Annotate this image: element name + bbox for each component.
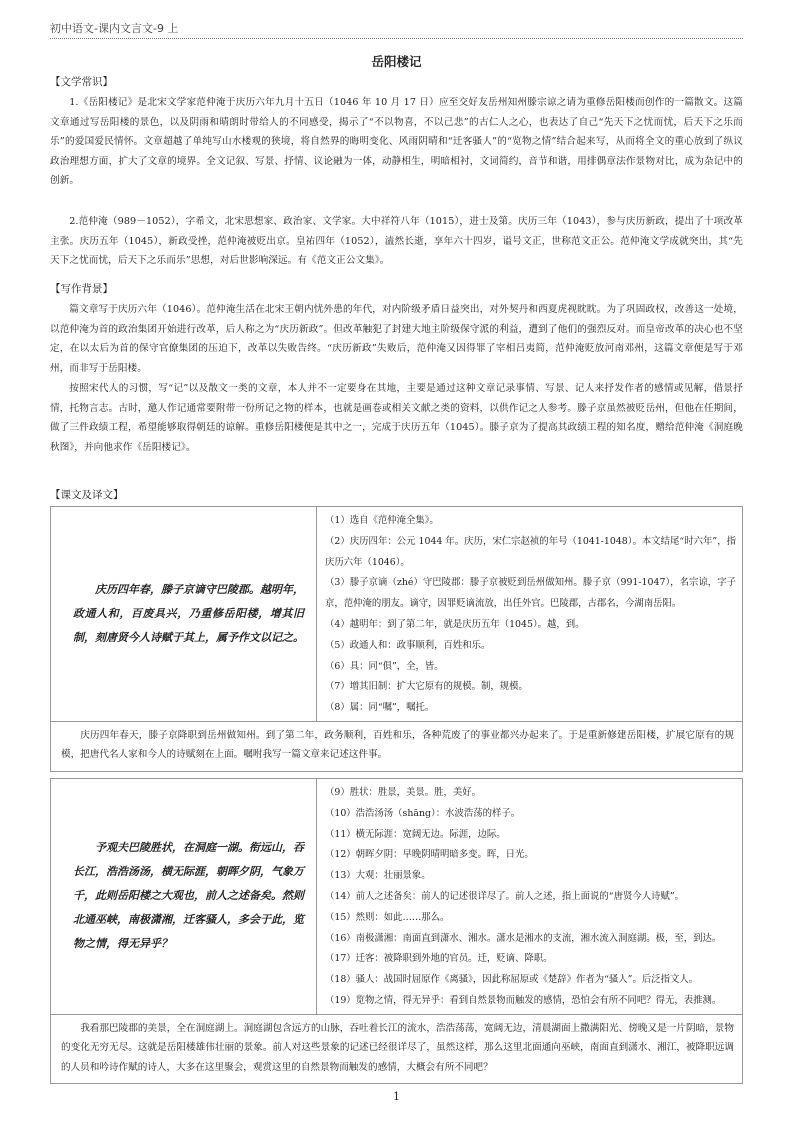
lesson-table-1 [50,506,743,772]
original-text-cell: 庆历四年春，滕子京谪守巴陵郡。越明年，政通人和，百废具兴，乃重修岳阳楼，增其旧制，刻唐贤今人诗赋于其上，属予作文以记之。 [51,507,317,722]
note-item: （6）具：同“俱”，全，皆。 [325,660,444,672]
paragraph-background-1: 篇文章写于庆历六年（1046）。范仲淹生活在北宋王朝内忧外患的年代，对内阶级矛盾日益突出，对外契丹和西夏虎视眈眈。为了巩固政权，改善这一处境，以范仲淹为首的政治集团开始进行改革，后人称之为“庆历新政”。但改革触犯了封建大地主阶级保守派的利益，遭到了他们的强烈反对。而皇帝改革的决心也不坚定，在以太后为首的保守官僚集团的压迫下，改革以失败告终。“庆历新政”失败后，范仲淹又因得罪了宰相吕夷简，范仲淹贬放河南邓州，这篇文章便是写于邓州，而非写于岳阳楼。 [50,304,743,374]
note-item: （10）浩浩汤汤（shāng）：水波浩荡的样子。 [325,807,521,819]
note-item: （8）属：同“嘱”，嘱托。 [325,702,435,714]
note-item: （1）选自《范仲淹全集》。 [325,515,439,526]
translation-cell: 庆历四年春天，滕子京降职到岳州做知州。到了第二年，政务顺利，百姓和乐，各种荒废了的事业都兴办起来了。于是重新修建岳阳楼，扩展它原有的规模，把唐代名人家和今人的诗赋刻在上面。嘱咐我写一篇文章来记述这件事。 [51,721,743,771]
table-row [51,1014,743,1084]
notes-cell [317,507,743,722]
note-item: （19）览物之情，得无异乎：看到自然景物而触发的感情，恐怕会有所不同吧？得无，表推测。 [325,994,722,1006]
note-item: （7）增其旧制：扩大它原有的规模。制，规模。 [325,681,528,693]
notes-cell [317,779,743,1015]
paragraph-literary-1: 1.《岳阳楼记》是北宋文学家范仲淹于庆历六年九月十五日（1046 年 10 月 17 日）应至交好友岳州知州滕宗谅之请为重修岳阳楼而创作的一篇散文。这篇文章通过写岳阳楼的景色，以及阴雨和晴朗时带给人的不同感受，揭示了“不以物喜，不以己悲”的古仁人之心，也表达了自己“先天下之忧而忧，后天下之乐而乐”的爱国爱民情怀。文章超越了单纯写山水楼观的狭境，将自然界的晦明变化、风雨阴晴和“迁客骚人”的“览物之情”结合起来写，从而将全文的重心放到了纵议政治理想方面，扩大了文章的境界。全文记叙、写景、抒情、议论融为一体，动静相生，明暗相衬，文词简约，音节和谐，用排偶章法作景物对比，成为杂记中的创新。 [50,97,743,186]
lesson-table-2 [50,778,743,1084]
note-item: （18）骚人：战国时屈原作《离骚》，因此称屈原或《楚辞》作者为“骚人”。后泛指文人。 [325,974,699,986]
note-item: （14）前人之述备矣：前人的记述很详尽了。前人之述，指上面说的“唐贤今人诗赋”。 [325,890,685,902]
note-item: （5）政通人和：政事顺利，百姓和乐。 [325,639,491,651]
note-item: （9）胜状：胜景，美景。胜，美好。 [325,787,481,798]
note-item: （13）大观：壮丽景象。 [325,870,431,882]
paragraph-literary-2: 2.范仲淹（989－1052），字希文，北宋思想家、政治家、文学家。大中祥符八年（1015），进士及第。庆历三年（1043），参与庆历新政，提出了十项改革主张。庆历五年（1045），新政受挫，范仲淹被贬出京。皇祐四年（1052），溘然长逝，享年六十四岁，谥号文正，世称范文正公。范仲淹文学成就突出，其“先天下之忧而忧，后天下之乐而乐”思想，对后世影响深远。有《范文正公文集》。 [50,216,743,266]
running-header: 初中语文-课内文言文-9 上 [50,22,179,35]
section-label-literary-knowledge: 【文学常识】 [50,76,113,88]
note-item: （2）庆历四年：公元 1044 年。庆历，宋仁宗赵祯的年号（1041-1048）。本文结尾“时六年”，指庆历六年（1046）。 [325,535,736,568]
paragraph-background-2: 按照宋代人的习惯，写“记”以及散文一类的文章，本人并不一定要身在其地，主要是通过这种文章记录事情、写景、记人来抒发作者的感情或见解，借景抒情，托物言志。古时，邀人作记通常要附带一份所记之物的样本，也就是画卷或相关文献之类的资料，以供作记之人参考。滕子京虽然被贬岳州，但他在任期间，做了三件政绩工程，希望能够取得朝廷的谅解。重修岳阳楼便是其中之一，完成于庆历五年（1045）。滕子京为了提高其政绩工程的知名度，赠给范仲淹《洞庭晚秋图》，并向他求作《岳阳楼记》。 [50,383,743,453]
page-number: 1 [393,1090,400,1103]
note-item: （16）南极潇湘：南面直到潇水、湘水。潇水是湘水的支流，湘水流入洞庭湖。极，至，到达。 [325,932,722,944]
table-row [51,779,743,1015]
table-row [51,507,743,722]
note-item: （3）滕子京谪（zhé）守巴陵郡：滕子京被贬到岳州做知州。滕子京（991-1047），名宗谅，字子京，范仲淹的朋友。谪守，因罪贬谪流放，出任外官。巴陵郡，古郡名，今湖南岳阳。 [325,577,736,610]
note-item: （11）横无际涯：宽阔无边。际涯，边际。 [325,828,506,840]
page-title: 岳阳楼记 [371,54,422,69]
note-item: （12）朝晖夕阴：早晚阴晴明暗多变。晖，日光。 [325,849,534,861]
translation-cell: 我看那巴陵郡的美景，全在洞庭湖上。洞庭湖包含远方的山脉，吞吐着长江的流水，浩浩荡荡，宽阔无边，清晨湖面上撒满阳光、傍晚又是一片阴暗，景物的变化无穷无尽。这就是岳阳楼雄伟壮丽的景象。前人对这些景象的记述已经很详尽了，虽然这样，那么这里北面通向巫峡，南面直到潇水、湘江，被降职远调的人员和吟诗作赋的诗人，大多在这里聚会，观赏这里的自然景物而触发的感情，大概会有所不同吧？ [51,1014,743,1084]
original-text-cell: 予观夫巴陵胜状，在洞庭一湖。衔远山，吞长江，浩浩汤汤，横无际涯，朝晖夕阴，气象万千，此则岳阳楼之大观也，前人之述备矣。然则北通巫峡，南极潇湘，迁客骚人，多会于此，览物之情，得无异乎？ [51,779,317,1015]
note-item: （4）越明年：到了第二年，就是庆历五年（1045）。越，到。 [325,618,585,630]
header-divider [50,38,743,39]
section-label-lesson: 【课文及译文】 [50,489,124,501]
note-item: （17）迁客：被降职到外地的官员。迁，贬谪、降职。 [325,953,553,965]
section-label-background: 【写作背景】 [50,283,113,295]
note-item: （15）然则：如此……那么。 [325,911,450,923]
table-row [51,721,743,771]
